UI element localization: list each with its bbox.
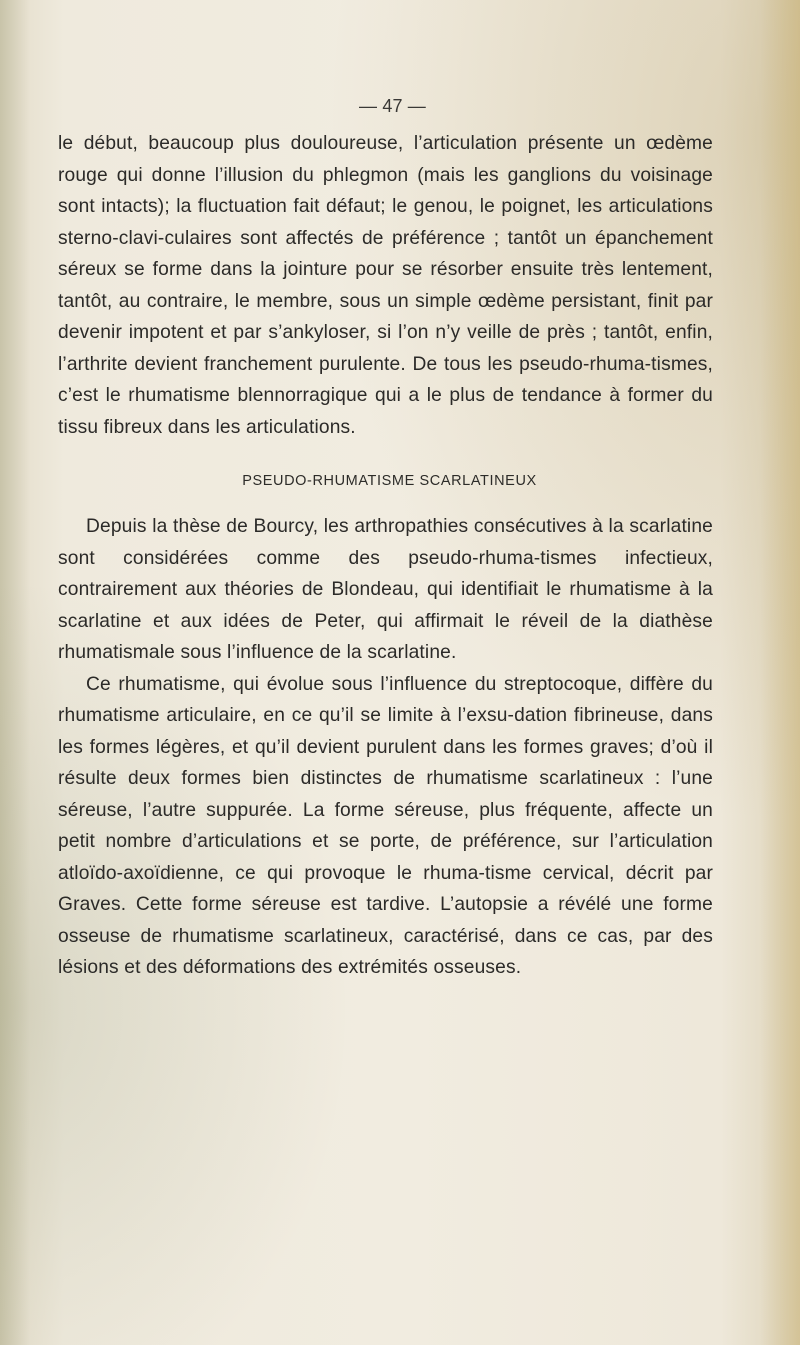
text-block <box>58 96 713 984</box>
paper-right-stain <box>760 0 800 1345</box>
paragraph-bourcy: Depuis la thèse de Bourcy, les arthropathies consécutives à la scarlatine sont considérées comme des pseudo-rhuma-tismes infectieux, contrairement aux théories de Blondeau, qui identifiait le rhumatisme à la scarlatine et aux idées de Peter, qui affirmait le réveil de la diathèse rhumatismale sous l’influence de la scarlatine. <box>58 516 713 663</box>
page-number: — 47 — <box>359 96 426 116</box>
paragraph-arthritis: le début, beaucoup plus douloureuse, l’articulation présente un œdème rouge qui donne l’illusion du phlegmon (mais les ganglions du voisinage sont intacts); la fluctuation fait défaut; le genou, le poignet, les articulations sterno-clavi-culaires sont affectés de préférence ; tantôt un épanchement séreux se forme dans la jointure pour se résorber ensuite très lentement, tantôt, au contraire, le membre, sous un simple œdème persistant, finit par devenir impotent et par s’ankyloser, si l’on n’y veille de près ; tantôt, enfin, l’arthrite devient franchement purulente. De tous les pseudo-rhuma-tismes, c’est le rhumatisme blennorragique qui a le plus de tendance à former du tissu fibreux dans les articulations. <box>58 133 713 438</box>
paragraph-streptococcus: Ce rhumatisme, qui évolue sous l’influence du streptocoque, diffère du rhumatisme articulaire, en ce qu’il se limite à l’exsu-dation fibrineuse, dans les formes légères, et qu’il devient purulent dans les formes graves; d’où il résulte deux formes bien distinctes de rhumatisme scarlatineux : l’une séreuse, l’autre suppurée. La forme séreuse, plus fréquente, affecte un petit nombre d’articulations et se porte, de préférence, sur l’articulation atloïdo-axoïdienne, ce qui provoque le rhuma-tisme cervical, décrit par Graves. Cette forme séreuse est tardive. L’autopsie a révélé une forme osseuse de rhumatisme scarlatineux, caractérisé, dans ce cas, par des lésions et des déformations des extrémités osseuses. <box>58 673 713 978</box>
paper-left-shadow <box>0 0 30 1345</box>
section-heading: PSEUDO-RHUMATISME SCARLATINEUX <box>242 473 537 489</box>
